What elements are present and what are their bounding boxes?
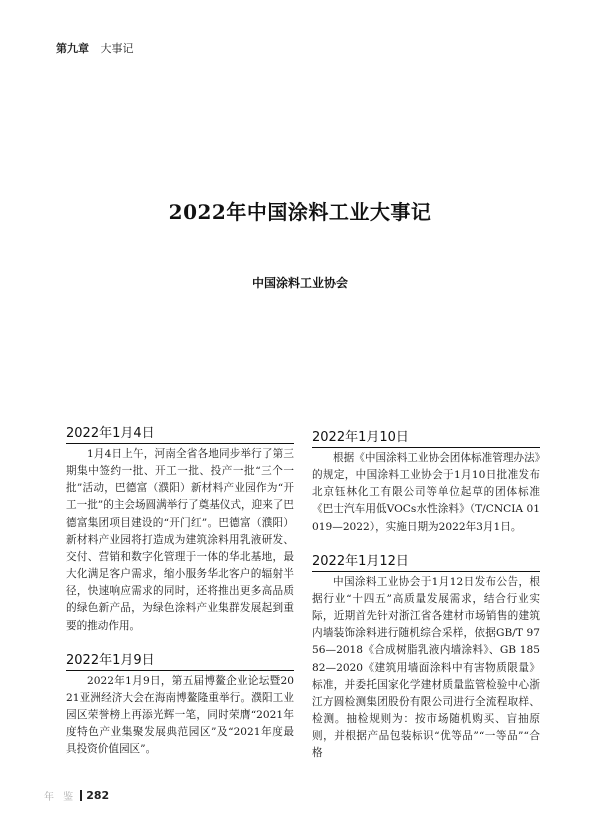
author-line: 中国涂料工业协会 xyxy=(251,276,348,290)
footer-label: 年 鉴 xyxy=(44,792,77,803)
entry-body: 根据《中国涂料工业协会团体标准管理办法》的规定，中国涂料工业协会于1月10日批准发布北京钰林化工有限公司等单位起草的团体标准《巴士汽车用低VOCs水性涂料》（T/CNCIA 01019—2022），实施日期为2022年3月1日。 xyxy=(312,452,540,533)
section-label: 大事记 xyxy=(100,42,134,55)
running-head xyxy=(56,40,134,56)
entry-2022-01-04 xyxy=(66,422,294,635)
page-number: 282 xyxy=(86,789,110,802)
entry-2022-01-10 xyxy=(312,426,540,536)
entry-body: 2022年1月9日，第五届博鳌企业论坛暨2021亚洲经济大会在海南博鳌隆重举行。濮阳工业园区荣誉榜上再添光辉一笔，同时荣膺“2021年度特色产业集聚发展典范园区”及“2021年度最具投资价值园区”。 xyxy=(66,674,294,756)
chapter-label: 第九章 xyxy=(56,42,89,55)
entry-date: 2022年1月9日 xyxy=(66,653,294,671)
page-footer xyxy=(44,788,109,803)
entry-body: 1月4日上午，河南全省各地同步举行了第三期集中签约一批、开工一批、投产一批“三个一批”活动，巴德富（濮阳）新材料产业园作为“开工一批”的主会场圆满举行了奠基仪式，迎来了巴德富集团项目建设的“开门红”。巴德富（濮阳）新材料产业园将打造成为建筑涂料用乳液研发、交付、营销和数字化管理于一体的华北基地，最大化满足客户需求，缩小服务华北客户的辐射半径，快速响应需求的同时，还将推出更多高品质的绿色新产品，为绿色涂料产业集群发展起到重要的推动作用。 xyxy=(66,448,294,632)
entry-date: 2022年1月4日 xyxy=(66,426,294,444)
entry-date: 2022年1月12日 xyxy=(312,554,540,572)
entry-2022-01-12 xyxy=(312,550,540,763)
footer-divider xyxy=(80,790,82,801)
left-column xyxy=(66,422,294,759)
entry-date: 2022年1月10日 xyxy=(312,430,540,448)
entry-2022-01-09 xyxy=(66,649,294,759)
page-title: 2022年中国涂料工业大事记 xyxy=(168,200,432,224)
right-column xyxy=(312,426,540,763)
entry-body: 中国涂料工业协会于1月12日发布公告，根据行业“十四五”高质量发展需求，结合行业实际，近期首先针对浙江省各建材市场销售的建筑内墙装饰涂料进行随机综合采样，依据GB/T 9756—2018《合成树脂乳液内墙涂料》、GB 18582—2020《建筑用墙面涂料中有害物质限量》标准，并委托国家化学建材质量监管检验中心浙江方圆检测集团股份有限公司进行全流程取样、检测。抽检规则为：按市场随机购买、盲抽原则，并根据产品包装标识“优等品”“一等品”“合格 xyxy=(312,575,540,760)
